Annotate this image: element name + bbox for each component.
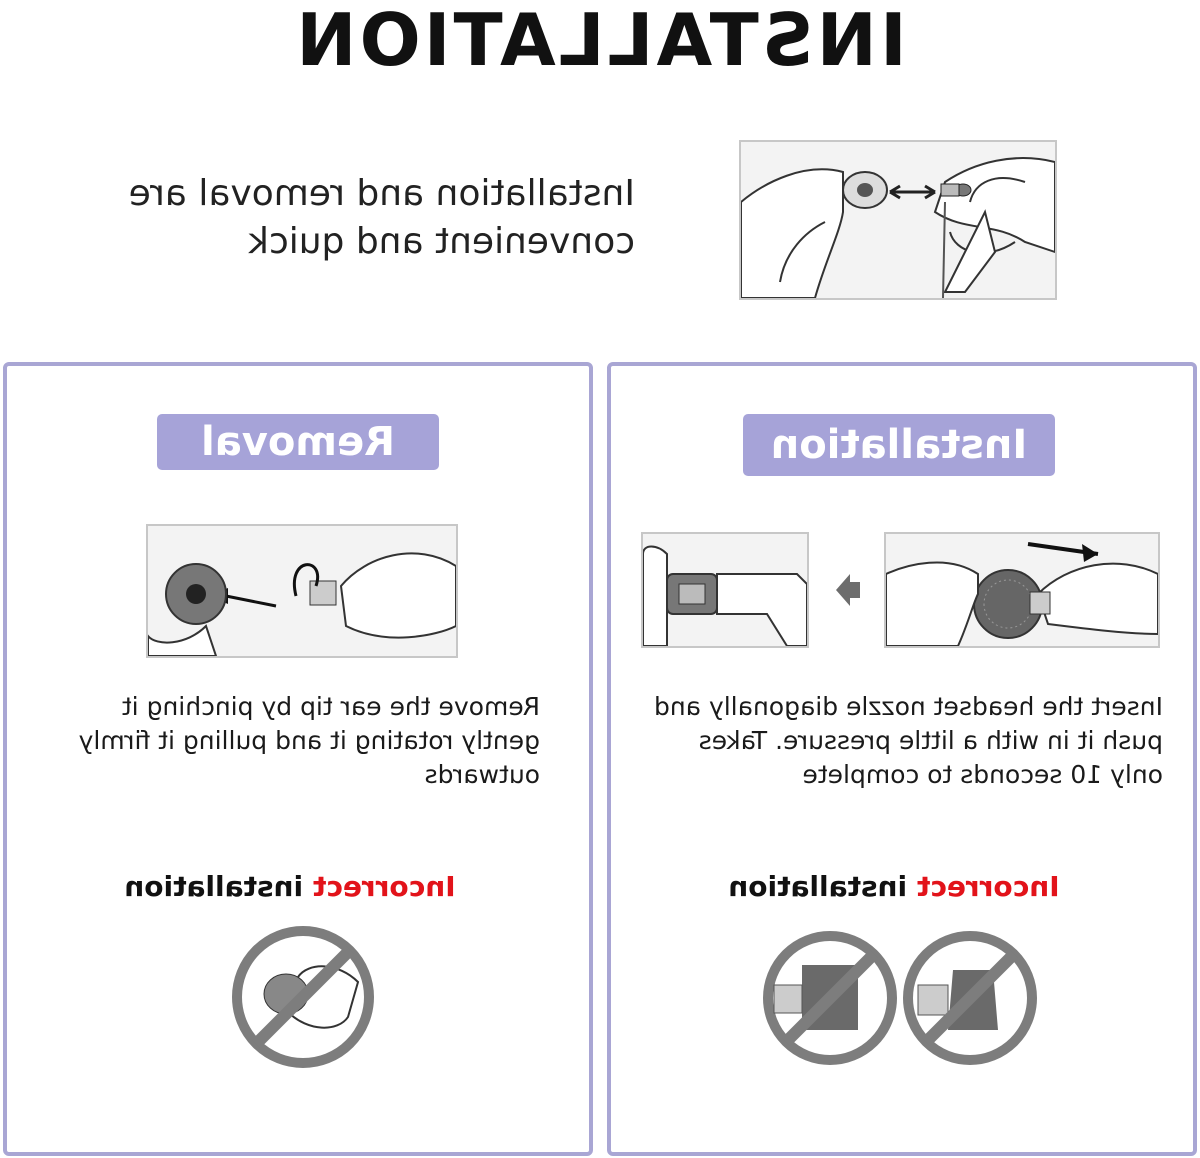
removal-label: Removal <box>157 414 439 470</box>
page-title: INSTALLATION <box>293 0 907 82</box>
removal-photo <box>146 524 458 658</box>
incorrect-rest: installation <box>124 870 304 903</box>
removal-incorrect-heading <box>120 870 460 903</box>
installation-photo-1 <box>884 532 1160 648</box>
intro-text: Installation and removal are convenient and quick <box>128 173 635 262</box>
nozzle-insert-illustration <box>886 534 1158 646</box>
eartip-removal-illustration <box>148 526 456 656</box>
arrow-icon <box>832 570 864 610</box>
eartip-swap-illustration <box>741 142 1055 298</box>
incorrect-rest: installation <box>728 870 908 903</box>
intro-photo <box>739 140 1057 300</box>
installation-description: Insert the headset nozzle diagonally and push it in with a little pressure. Takes only 10 seconds to complete <box>654 692 1163 789</box>
prohibited-icon <box>762 930 898 1066</box>
incorrect-word: Incorrect <box>916 870 1060 903</box>
prohibited-icon <box>902 930 1038 1066</box>
incorrect-word: Incorrect <box>312 870 456 903</box>
removal-description: Remove the ear tip by pinching it gently rotating it and pulling it firmly outwards <box>78 692 540 789</box>
installation-photo-2 <box>641 532 809 648</box>
installation-incorrect-heading <box>724 870 1064 903</box>
prohibited-icon <box>228 922 378 1072</box>
installation-label: Installation <box>743 414 1055 476</box>
nozzle-seated-illustration <box>643 534 807 646</box>
